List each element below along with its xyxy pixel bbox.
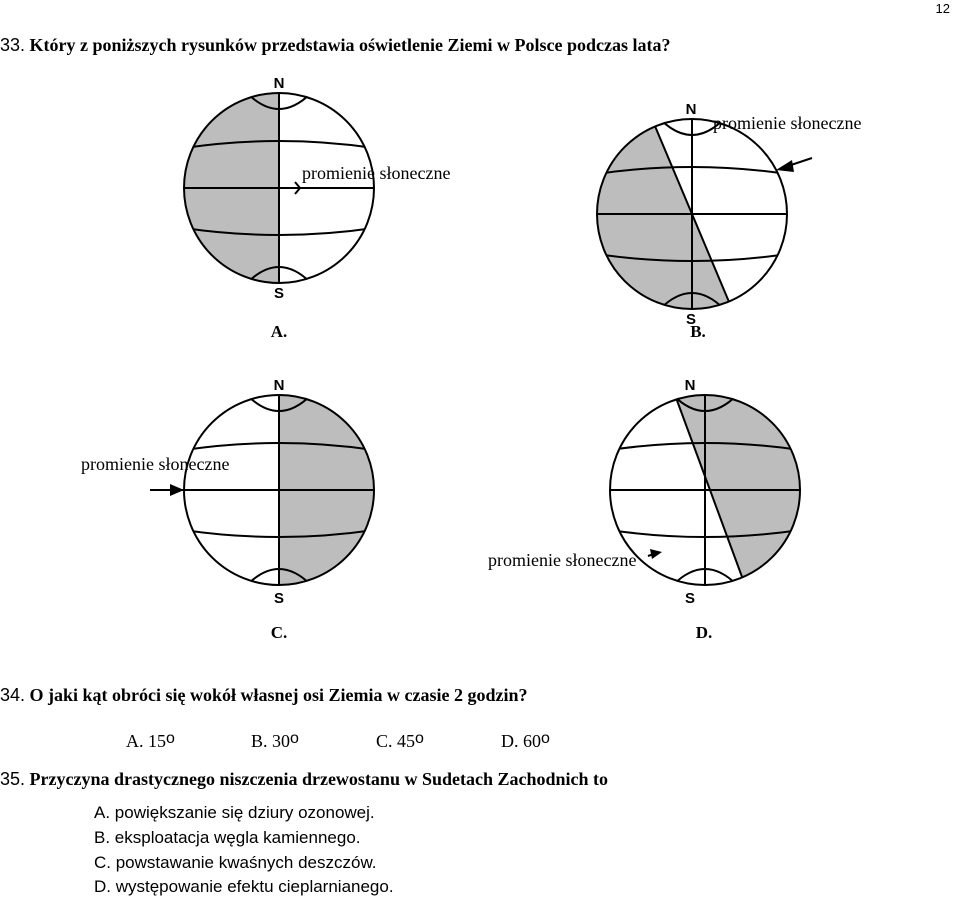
globe-c-sun-label: promienie słoneczne (81, 454, 230, 474)
question-34-option-a (126, 730, 175, 754)
question-35-number: 35. (0, 769, 26, 789)
question-34-option-b (251, 730, 299, 754)
globe-b-south: S (685, 311, 697, 328)
question-35-option-a: A. powiększanie się dziury ozonowej. (94, 803, 375, 822)
globe-b-label: B. (690, 322, 706, 341)
globe-d (488, 377, 800, 642)
globe-c-south: S (273, 590, 285, 607)
question-34-option-c-text: C. 45 (376, 731, 416, 751)
degree-symbol: o (415, 730, 424, 747)
degree-symbol: o (290, 730, 299, 747)
question-34-number: 34. (0, 685, 26, 705)
globe-d-south: S (684, 590, 696, 607)
globe-d-north: N (684, 377, 696, 394)
question-34-option-c (376, 730, 424, 754)
page-number: 12 (935, 1, 950, 16)
globe-a-south: S (273, 285, 285, 302)
question-34-option-d-text: D. 60 (501, 731, 541, 751)
globe-d-label: D. (695, 623, 713, 642)
globe-c-label: C. (270, 623, 288, 642)
question-34-option-b-text: B. 30 (251, 731, 291, 751)
question-33-text: Który z poniższych rysunków przedstawia oświetlenie Ziemi w Polsce podczas lata? (29, 35, 671, 55)
question-35-option-c: C. powstawanie kwaśnych deszczów. (94, 853, 377, 872)
question-35 (0, 768, 608, 790)
question-34-option-a-text: A. 15 (126, 731, 166, 751)
globe-d-sun-label: promienie słoneczne (488, 550, 637, 570)
globe-a-north: N (273, 75, 285, 92)
question-34-text: O jaki kąt obróci się wokół własnej osi Ziemia w czasie 2 godzin? (29, 685, 528, 705)
globe-c (81, 377, 374, 642)
globe-b-sun-label: promienie słoneczne (713, 113, 862, 133)
question-35-option-d: D. występowanie efektu cieplarnianego. (94, 877, 394, 896)
question-35-option-b: B. eksploatacja węgla kamiennego. (94, 828, 361, 847)
question-35-text: Przyczyna drastycznego niszczenia drzewostanu w Sudetach Zachodnich to (29, 769, 608, 789)
globe-b (597, 101, 861, 341)
globe-a-sun-label: promienie słoneczne (302, 163, 451, 183)
degree-symbol: o (541, 730, 550, 747)
globe-a (184, 75, 450, 341)
globe-b-north: N (685, 101, 697, 118)
question-34 (0, 684, 528, 706)
globe-c-north: N (273, 377, 285, 394)
question-34-option-d (501, 730, 550, 754)
globe-a-label: A. (270, 322, 288, 341)
question-33-number: 33. (0, 35, 26, 55)
degree-symbol: o (166, 730, 175, 747)
